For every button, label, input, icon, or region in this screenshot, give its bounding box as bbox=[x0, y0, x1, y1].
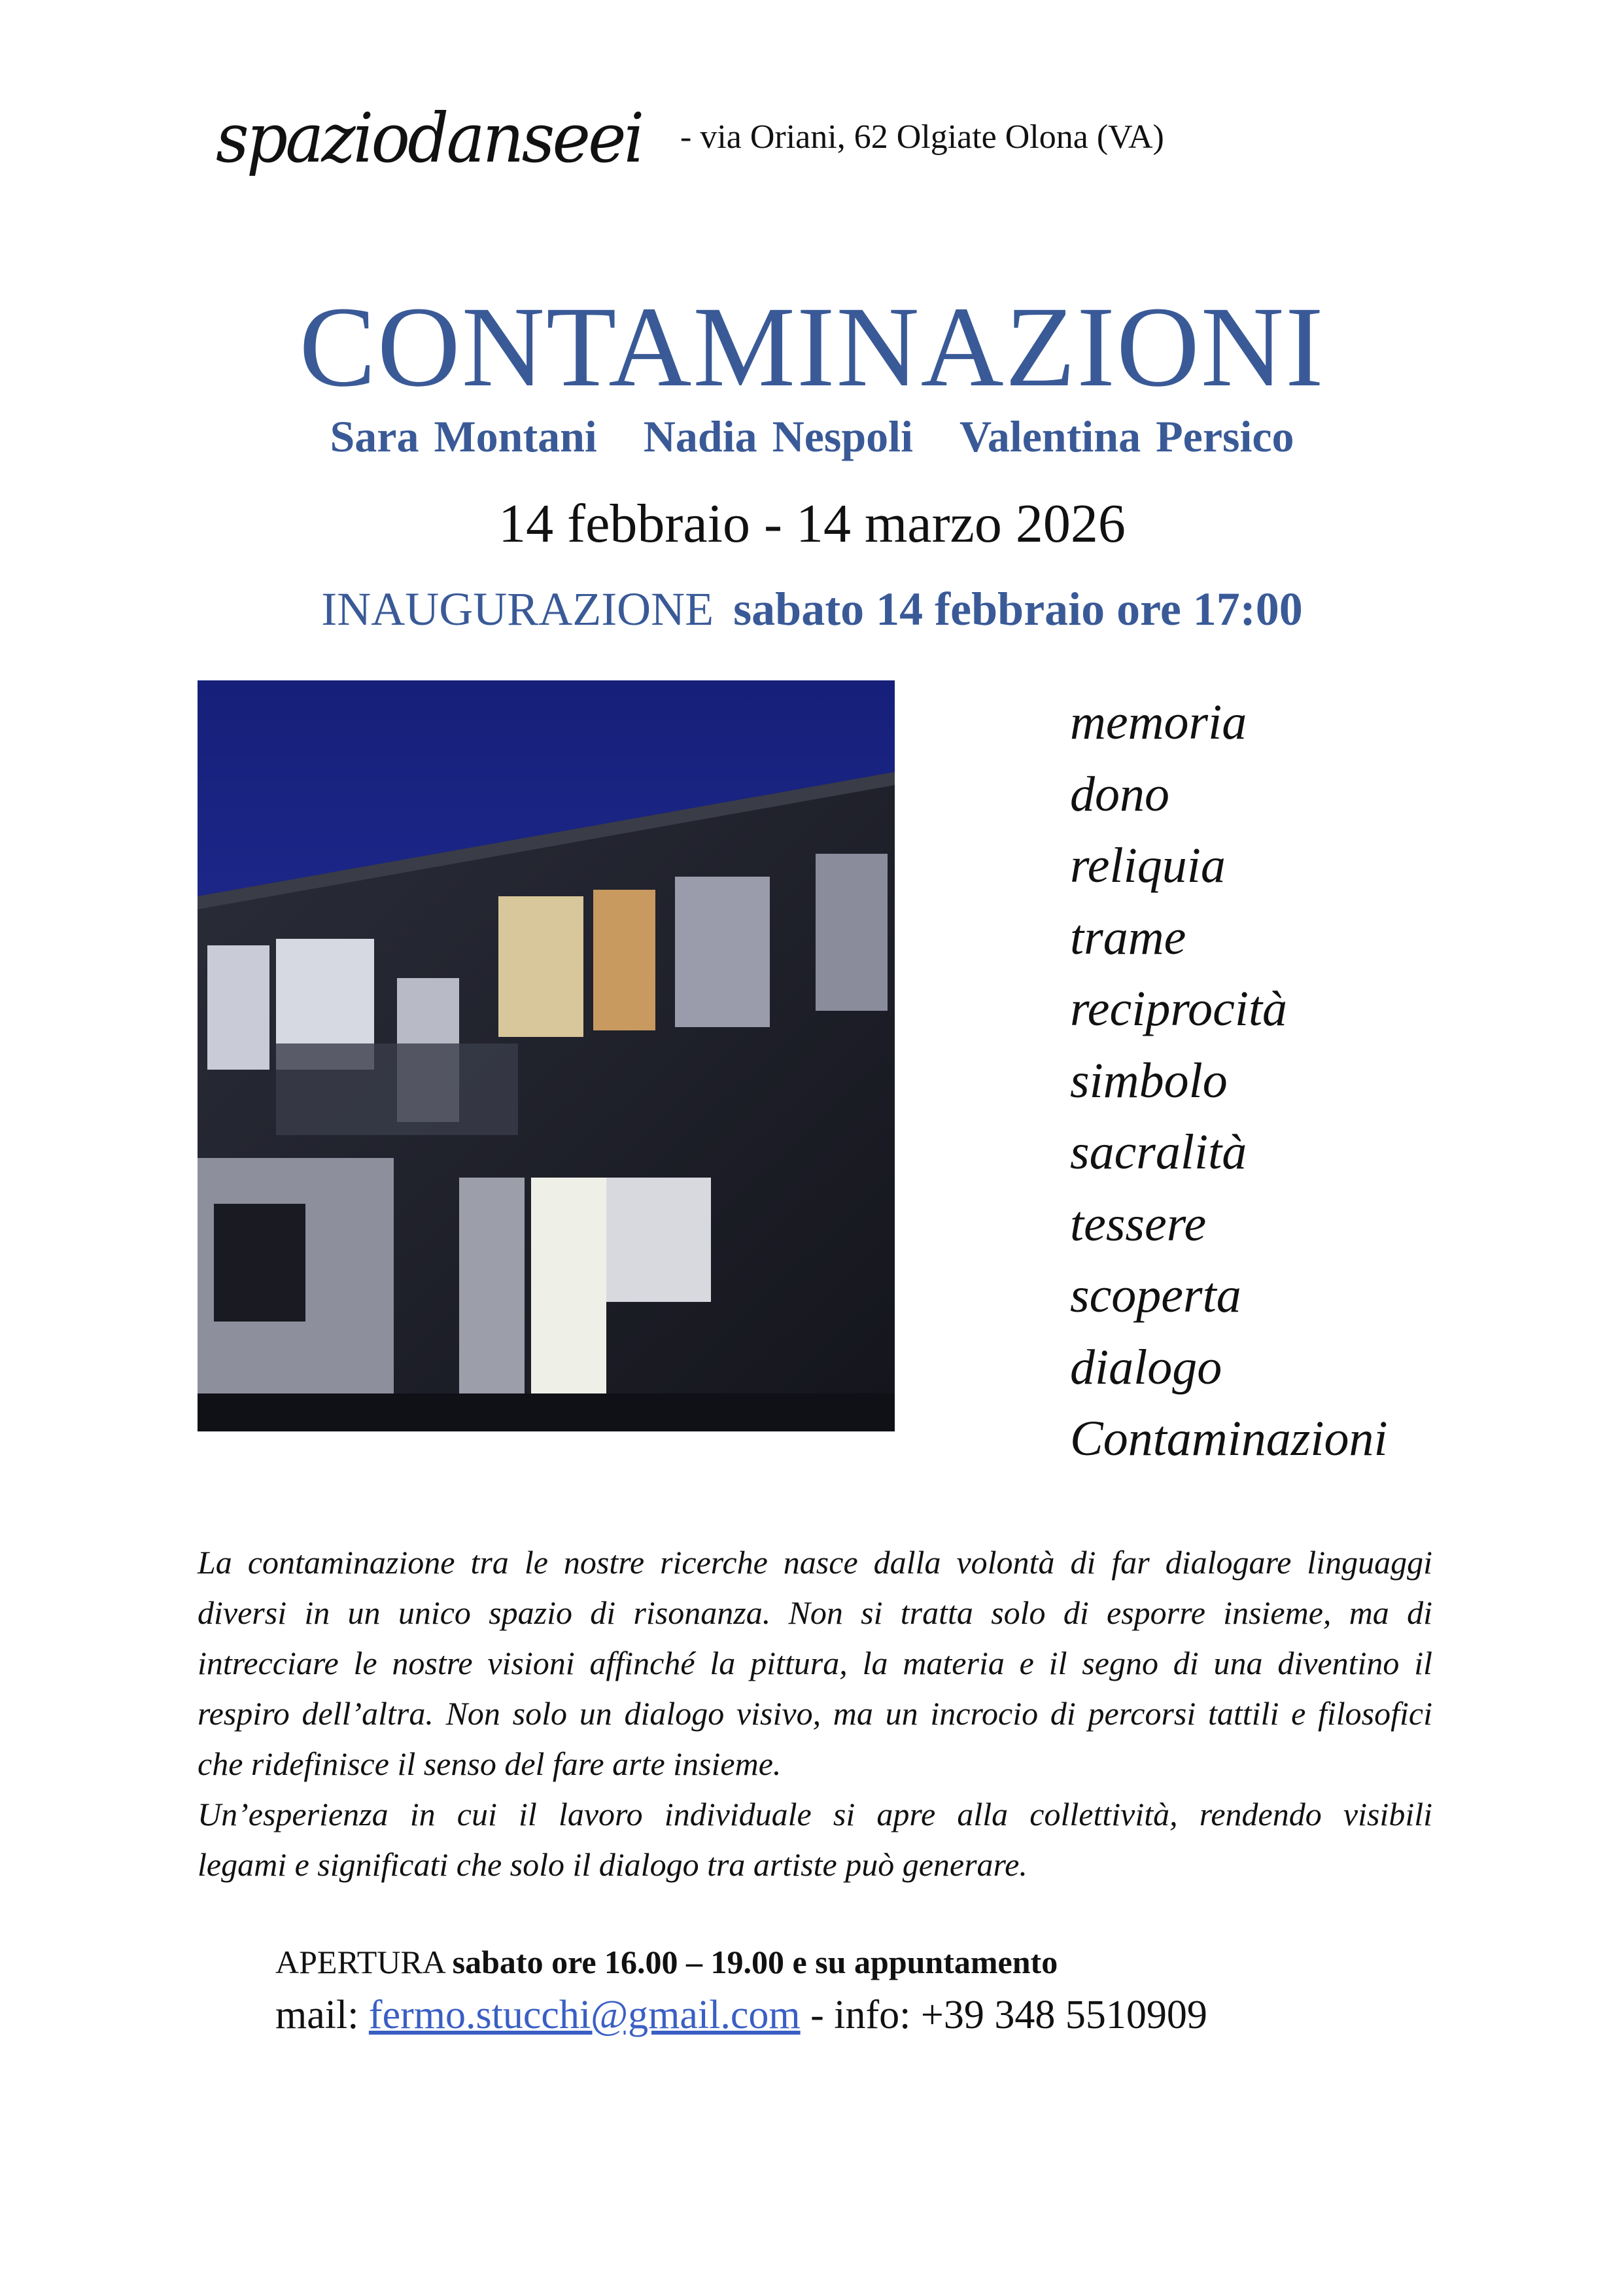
email-link[interactable]: fermo.stucchi@gmail.com bbox=[368, 1993, 801, 2037]
paragraph-line: Un’esperienza in cui il lavoro individuale si apre alla collettività, rendendo visibili bbox=[198, 1796, 1432, 1832]
keyword: scoperta bbox=[1070, 1268, 1241, 1323]
keyword: Contaminazioni bbox=[1070, 1411, 1388, 1466]
mail-label: mail: bbox=[275, 1993, 359, 2037]
description-paragraph bbox=[198, 1537, 1432, 1890]
paragraph-line: La contaminazione tra le nostre ricerche nasce dalla volontà di far dialogare linguaggi bbox=[198, 1544, 1432, 1581]
keyword-list bbox=[1070, 687, 1388, 1475]
contact-line bbox=[275, 1992, 1207, 2039]
inauguration-time: sabato 14 febbraio ore 17:00 bbox=[733, 583, 1303, 635]
building-photo bbox=[198, 680, 895, 1431]
artist-name: Valentina Persico bbox=[959, 412, 1294, 461]
paragraph-line: respiro dell’altra. Non solo un dialogo visivo, ma un incrocio di percorsi tattili e filosofici bbox=[198, 1695, 1432, 1732]
exhibition-title: CONTAMINAZIONI bbox=[299, 283, 1325, 411]
keyword: trame bbox=[1070, 909, 1186, 965]
keyword: simbolo bbox=[1070, 1053, 1228, 1108]
exhibition-dates: 14 febbraio - 14 marzo 2026 bbox=[498, 493, 1126, 554]
keyword: reliquia bbox=[1070, 838, 1226, 893]
opening-time: sabato ore 16.00 – 19.00 e su appuntamento bbox=[452, 1944, 1058, 1980]
paragraph-line: che ridefinisce il senso del fare arte insieme. bbox=[198, 1745, 782, 1782]
keyword: reciprocità bbox=[1070, 981, 1288, 1036]
address: - via Oriani, 62 Olgiate Olona (VA) bbox=[680, 118, 1164, 156]
keyword: dono bbox=[1070, 766, 1169, 822]
paragraph-line: legami e significati che solo il dialogo tra artiste può generare. bbox=[198, 1846, 1028, 1883]
inauguration-label: INAUGURAZIONE bbox=[321, 583, 714, 635]
inauguration bbox=[0, 582, 1624, 637]
keyword: sacralità bbox=[1070, 1125, 1247, 1180]
paragraph-line: diversi in un unico spazio di risonanza. Non si tratta solo di esporre insieme, ma di bbox=[198, 1594, 1432, 1631]
opening-hours bbox=[275, 1943, 1058, 1981]
phone-info: - info: +39 348 5510909 bbox=[810, 1993, 1207, 2037]
logo: spaziodanseei bbox=[216, 98, 642, 178]
paragraph-line: intrecciare le nostre visioni affinché la pittura, la materia e il segno di una diventino il bbox=[198, 1645, 1432, 1681]
artist-name: Nadia Nespoli bbox=[643, 412, 913, 461]
opening-label: APERTURA bbox=[275, 1944, 445, 1980]
keyword: tessere bbox=[1070, 1196, 1207, 1252]
artists bbox=[0, 411, 1624, 463]
artist-name: Sara Montani bbox=[330, 412, 597, 461]
keyword: dialogo bbox=[1070, 1339, 1222, 1395]
keyword: memoria bbox=[1070, 695, 1247, 750]
